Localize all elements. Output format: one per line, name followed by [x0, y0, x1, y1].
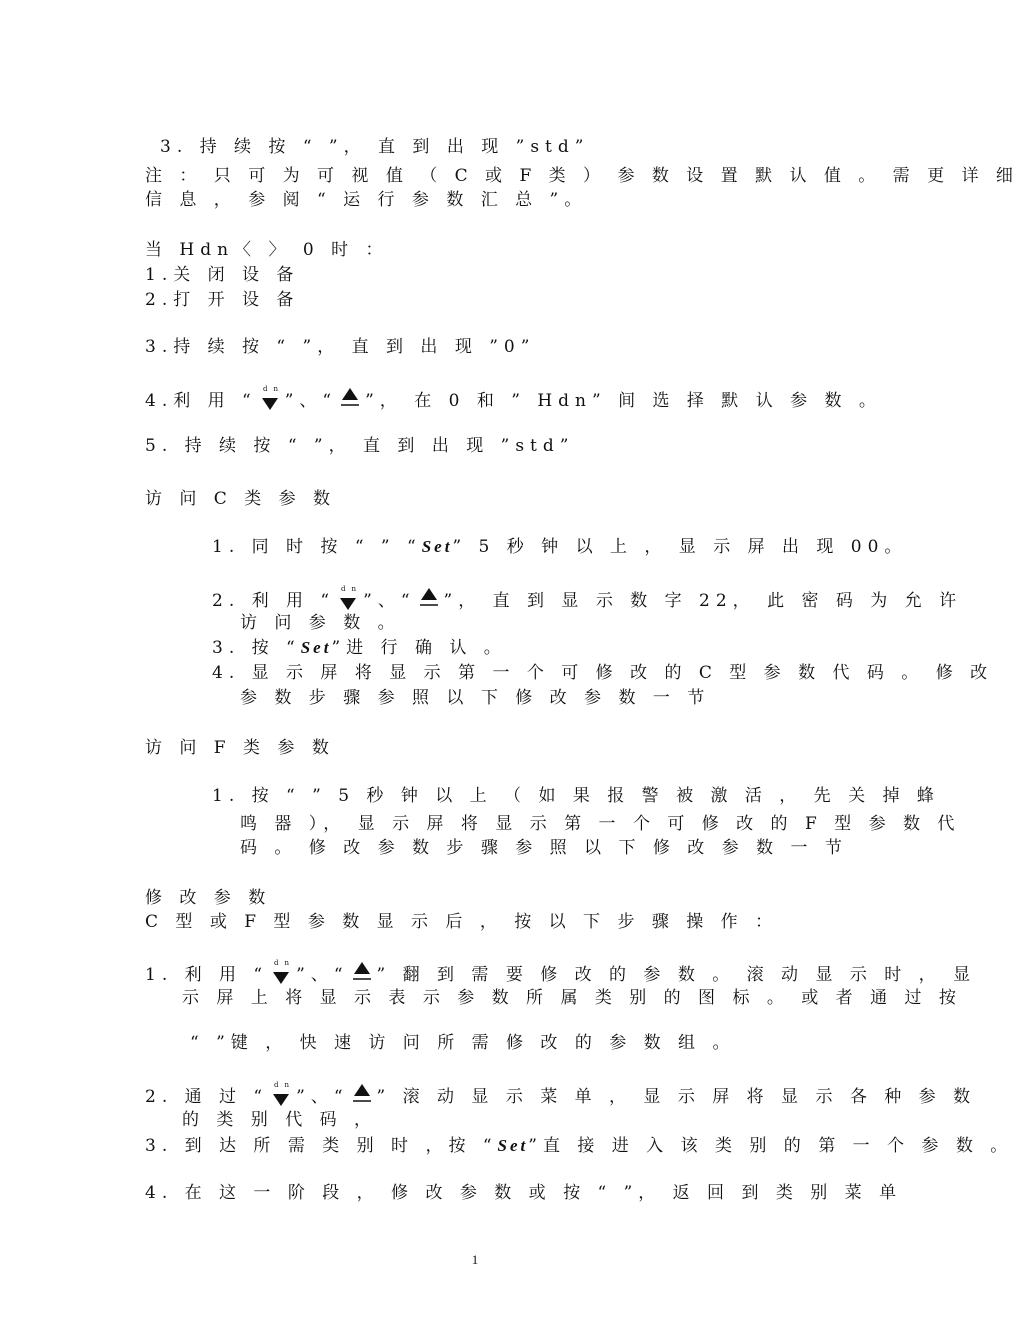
f-step-1-cont: 鸣 器 ）， 显 示 屏 将 显 示 第 一 个 可 修 改 的 F 型 参 数 代	[240, 814, 961, 834]
text: ”进 行 确 认 。	[331, 638, 507, 658]
modify-step-1	[145, 958, 976, 988]
f-step-1-cont2: 码 。 修 改 参 数 步 骤 参 照 以 下 修 改 参 数 一 节	[240, 838, 848, 858]
down-arrow-icon	[336, 584, 362, 614]
step-3-hold: 3. 持 续 按 “ ”， 直 到 出 现 ”std”	[160, 137, 590, 157]
text: 4.利 用 “	[145, 391, 257, 411]
text: ”、“	[296, 1087, 349, 1107]
section-modify: 修 改 参 数	[145, 888, 272, 908]
note-line-2: 信 息 ， 参 阅 “ 运 行 参 数 汇 总 ”。	[145, 190, 588, 210]
text: 3. 到 达 所 需 类 别 时 ，按 “	[145, 1136, 498, 1156]
down-arrow-icon	[269, 1080, 295, 1110]
text: ” 5 秒 钟 以 上 ， 显 示 屏 出 现 00。	[452, 537, 908, 557]
set-key: Set	[497, 1136, 529, 1155]
hdn-step-4	[145, 384, 882, 414]
text: ”、“	[284, 391, 338, 411]
set-key: Set	[300, 638, 332, 657]
up-arrow-icon	[338, 384, 364, 414]
section-access-c: 访 问 C 类 参 数	[145, 489, 337, 509]
text: 1. 利 用 “	[145, 965, 269, 985]
up-arrow-icon	[350, 958, 376, 988]
modify-step-2-cont: 的 类 别 代 码 ，	[182, 1110, 378, 1130]
section-access-f: 访 问 F 类 参 数	[145, 738, 335, 758]
c-step-2-cont: 访 问 参 数 。	[240, 613, 401, 633]
text: ”、“	[363, 591, 416, 611]
hdn-step-5: 5. 持 续 按 “ ”， 直 到 出 现 ”std”	[145, 436, 575, 456]
text: 2. 通 过 “	[145, 1087, 269, 1107]
up-arrow-icon	[350, 1080, 376, 1110]
down-arrow-icon	[269, 958, 295, 988]
text: ” 滚 动 显 示 菜 单 ， 显 示 屏 将 显 示 各 种 参 数	[376, 1087, 977, 1107]
text: ” 翻 到 需 要 修 改 的 参 数 。 滚 动 显 示 时 ， 显	[376, 965, 977, 985]
svg-text:dn: dn	[341, 585, 363, 593]
c-step-4: 4. 显 示 屏 将 显 示 第 一 个 可 修 改 的 C 型 参 数 代 码 。 修 改	[212, 663, 994, 683]
modify-step-1-cont: 示 屏 上 将 显 示 表 示 参 数 所 属 类 别 的 图 标 。 或 者 通 过 按	[182, 988, 962, 1008]
set-key: Set	[421, 537, 453, 556]
page-number: 1	[471, 1252, 479, 1267]
c-step-2	[212, 584, 962, 614]
f-step-1: 1. 按 “ ” 5 秒 钟 以 上 （ 如 果 报 警 被 激 活 ， 先 关 掉 蜂	[212, 786, 940, 806]
c-step-3	[212, 638, 507, 658]
text: 2. 利 用 “	[212, 591, 336, 611]
modify-step-2	[145, 1080, 976, 1110]
text: 1. 同 时 按 “ ” “	[212, 537, 422, 557]
c-step-4-cont: 参 数 步 骤 参 照 以 下 修 改 参 数 一 节	[240, 688, 711, 708]
c-step-1	[212, 537, 907, 557]
down-arrow-icon	[258, 384, 284, 414]
modify-step-3	[145, 1136, 1013, 1156]
text: ”直 接 进 入 该 类 别 的 第 一 个 参 数 。	[528, 1136, 1014, 1156]
modify-intro: C 型 或 F 型 参 数 显 示 后 ， 按 以 下 步 骤 操 作 ：	[145, 912, 779, 932]
modify-step-4: 4. 在 这 一 阶 段 ， 修 改 参 数 或 按 “ ”， 返 回 到 类 别 菜 单	[145, 1183, 903, 1203]
text: ”， 在 0 和 ” Hdn” 间 选 择 默 认 参 数 。	[365, 391, 882, 411]
modify-step-1-cont2: “ ”键 ， 快 速 访 问 所 需 修 改 的 参 数 组 。	[190, 1033, 736, 1053]
svg-text:dn: dn	[262, 385, 284, 393]
svg-text:dn: dn	[274, 959, 296, 967]
text: 3. 按 “	[212, 638, 301, 658]
hdn-condition: 当 Hdn〈 〉 0 时 ：	[145, 240, 389, 260]
text: ”， 直 到 显 示 数 字 22， 此 密 码 为 允 许	[443, 591, 963, 611]
up-arrow-icon	[417, 584, 443, 614]
note-line-1: 注 ： 只 可 为 可 视 值 （ C 或 F 类 ） 参 数 设 置 默 认 值 。 需 更 详 细	[145, 166, 1019, 186]
hdn-step-3: 3.持 续 按 “ ”， 直 到 出 现 ”0”	[145, 337, 536, 357]
hdn-step-1: 1.关 闭 设 备	[145, 265, 300, 285]
svg-text:dn: dn	[274, 1081, 296, 1089]
text: ”、“	[296, 965, 349, 985]
hdn-step-2: 2.打 开 设 备	[145, 290, 300, 310]
